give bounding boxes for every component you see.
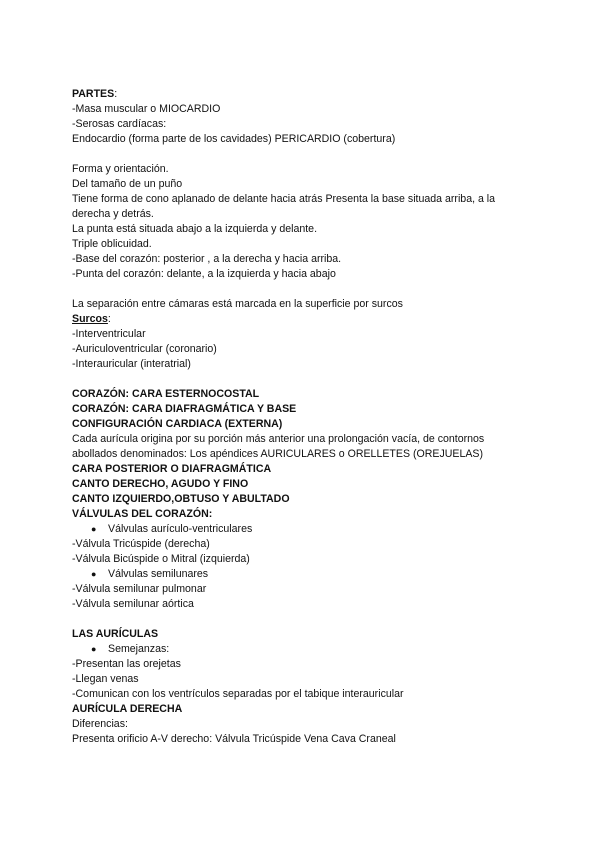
forma-line: La punta está situada abajo a la izquierda y delante.: [72, 223, 318, 235]
section-heading: CORAZÓN: CARA ESTERNOCOSTAL: [72, 388, 260, 400]
body-text: Presenta orificio A-V derecho: Válvula Tricúspide Vena Cava Craneal: [72, 733, 396, 745]
section-heading: CARA POSTERIOR O DIAFRAGMÁTICA: [72, 463, 272, 475]
auricula-item: -Llegan venas: [72, 673, 139, 685]
document-page: [72, 87, 542, 747]
surcos-heading: Surcos: [72, 313, 108, 325]
partes-heading-line: [72, 87, 542, 102]
auricula-item: -Comunican con los ventrículos separadas por el tabique interauricular: [72, 688, 404, 700]
forma-line: Triple oblicuidad.: [72, 238, 152, 250]
partes-heading: PARTES: [72, 88, 115, 100]
bullet-icon: ●: [91, 644, 97, 654]
bullet-icon: ●: [91, 569, 97, 579]
bullet-text: Semejanzas:: [108, 643, 170, 655]
section-heading: CANTO DERECHO, AGUDO Y FINO: [72, 478, 249, 490]
body-text: Diferencias:: [72, 718, 128, 730]
surcos-heading-line: [72, 312, 542, 327]
surcos-colon: :: [107, 313, 111, 325]
valvula-item: -Válvula Tricúspide (derecha): [72, 538, 210, 550]
bullet-item: [72, 522, 542, 537]
valvula-item: -Válvula semilunar aórtica: [72, 598, 194, 610]
partes-item: Endocardio (forma parte de los cavidades) PERICARDIO (cobertura): [72, 133, 396, 145]
section-heading: AURÍCULA DERECHA: [72, 703, 183, 715]
partes-item: -Masa muscular o MIOCARDIO: [72, 103, 221, 115]
surcos-item: -Interventricular: [72, 328, 146, 340]
body-text: Cada aurícula origina por su porción más anterior una prolongación vacía, de contornos: [72, 433, 485, 445]
partes-colon: :: [114, 88, 118, 100]
forma-line: Del tamaño de un puño: [72, 178, 183, 190]
auricula-item: -Presentan las orejetas: [72, 658, 181, 670]
forma-line: -Punta del corazón: delante, a la izquierda y hacia abajo: [72, 268, 336, 280]
surcos-item: -Interauricular (interatrial): [72, 358, 191, 370]
bullet-text: Válvulas semilunares: [108, 568, 209, 580]
body-text: abollados denominados: Los apéndices AURICULARES o ORELLETES (OREJUELAS): [72, 448, 484, 460]
forma-line: Tiene forma de cono aplanado de delante hacia atrás Presenta la base situada arriba, a la: [72, 193, 496, 205]
section-heading: CONFIGURACIÓN CARDIACA (EXTERNA): [72, 418, 283, 430]
valvula-item: -Válvula Bicúspide o Mitral (izquierda): [72, 553, 250, 565]
forma-line: Forma y orientación.: [72, 163, 169, 175]
section-heading: CANTO IZQUIERDO,OBTUSO Y ABULTADO: [72, 493, 290, 505]
surcos-intro: La separación entre cámaras está marcada en la superficie por surcos: [72, 298, 403, 310]
section-heading: CORAZÓN: CARA DIAFRAGMÁTICA Y BASE: [72, 403, 297, 415]
valvula-item: -Válvula semilunar pulmonar: [72, 583, 207, 595]
bullet-item: [72, 567, 542, 582]
section-heading: LAS AURÍCULAS: [72, 628, 159, 640]
section-heading: VÁLVULAS DEL CORAZÓN:: [72, 508, 213, 520]
surcos-item: -Auriculoventricular (coronario): [72, 343, 217, 355]
bullet-item: [72, 642, 542, 657]
bullet-text: Válvulas aurículo-ventriculares: [108, 523, 253, 535]
partes-item: -Serosas cardíacas:: [72, 118, 167, 130]
forma-line: -Base del corazón: posterior , a la derecha y hacia arriba.: [72, 253, 342, 265]
forma-line: derecha y detrás.: [72, 208, 154, 220]
bullet-icon: ●: [91, 524, 97, 534]
